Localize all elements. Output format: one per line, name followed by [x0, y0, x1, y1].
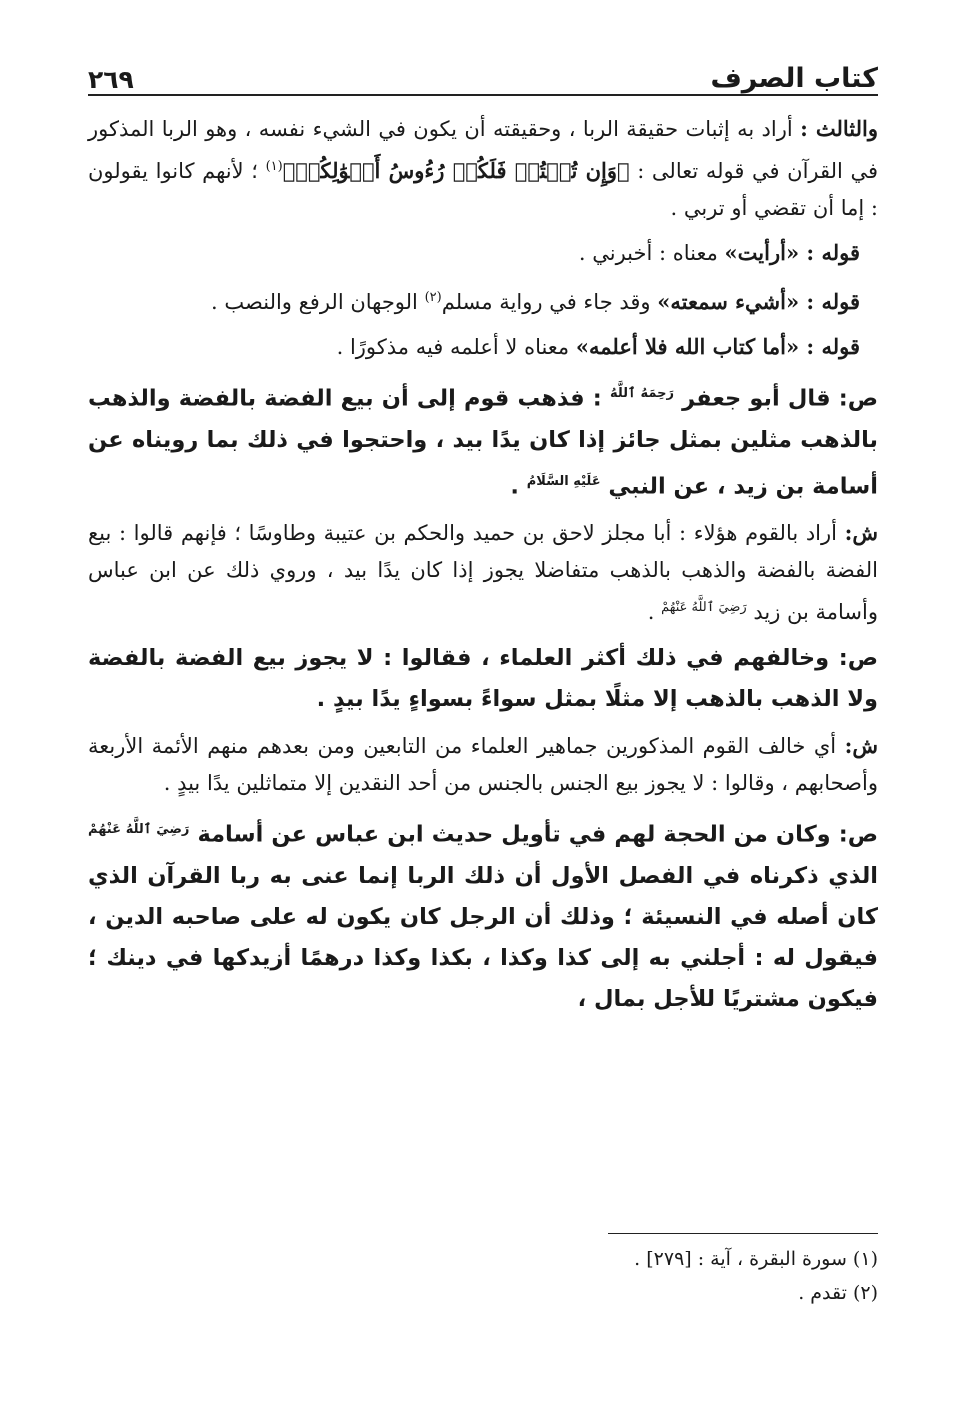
- paragraph-text: : فذهب قوم إلى أن بيع الفضة بالفضة والذهب بالذهب مثلين بمثل جائز إذا كان يدًا بيد ، واحتجوا في ذلك بما رويناه عن أسامة بن زيد ، عن النبي: [88, 385, 878, 499]
- book-page: [88, 50, 878, 1027]
- paragraph-text: أي خالف القوم المذكورين جماهير العلماء من التابعين ومن بعدهم منهم الأئمة الأربعة وأصحابهم ، وقالوا : لا يجوز بيع الجنس بالجنس من أحد النقدين إلا متماثلين يدًا بيدٍ .: [88, 734, 878, 795]
- paragraph-sad-hujja: [88, 809, 878, 1020]
- footnote-ref: (٢): [424, 290, 442, 305]
- footnote-1: (١) سورة البقرة ، آية : [٢٧٩] .: [634, 1248, 878, 1270]
- paragraph-text: أراد بالقوم هؤلاء : أبا مجلز لاحق بن حميد والحكم بن عتيبة وطاوسًا ؛ فإنهم قالوا : بيع الفضة بالفضة والذهب بالذهب متفاضلا يجوز إذا كان يدًا بيد ، وروي ذلك عن ابن عباس وأسامة بن زيد: [88, 521, 878, 624]
- page-number: ٢٦٩: [88, 65, 134, 94]
- running-header: [88, 50, 878, 96]
- footnote-divider: [608, 1233, 878, 1234]
- paragraph-lead: ش:: [844, 520, 878, 545]
- paragraph-qawluh-araayt: [88, 234, 878, 272]
- paragraph-third-point: [88, 110, 878, 227]
- paragraph-text: ؛ لأنهم كانوا يقولون : إما أن تقضي أو تربي .: [88, 159, 878, 220]
- book-title: كتاب الصرف: [710, 63, 878, 94]
- quran-verse: ﴿وَإِن تُبۡتُمۡ فَلَكُمۡ رُءُوسُ أَمۡوَٰلِكُمۡ﴾: [282, 158, 630, 183]
- paragraph-text: ص: قال أبو جعفر: [673, 385, 878, 412]
- paragraph-text: الذي ذكرناه في الفصل الأول أن ذلك الربا إنما عنى به ربا القرآن الذي كان أصله في النسيئة ؛ وذلك أن الرجل كان يكون له على صاحبه الدين ، فيقول له : أجلني به إلى كذا وكذا ، بكذا وكذا درهمًا أزيدكها في دينك ؛ فيكون مشتريًا للأجل بمال ،: [88, 862, 878, 1012]
- honorific-mark: رَضِيَ ٱللَّهُ عَنْهُمْ: [88, 822, 190, 837]
- honorific-mark: عَلَيْهِ السَّلَامُ: [526, 473, 601, 489]
- paragraph-lead: قوله : «أما كتاب الله فلا أعلمه»: [575, 334, 860, 359]
- paragraph-sad-majority: [88, 638, 878, 720]
- paragraph-lead: قوله : «أشيء سمعته»: [657, 289, 860, 314]
- honorific-mark: رَضِيَ ٱللَّهُ عَنْهُمْ: [661, 600, 747, 615]
- paragraph-shin-commentary-2: [88, 727, 878, 802]
- paragraph-lead: والثالث :: [800, 116, 878, 141]
- paragraph-text: أراد به إثبات حقيقة الربا ، وحقيقته أن يكون في الشيء نفسه ، وهو الربا المذكور في القرآن في قوله تعالى :: [88, 117, 879, 183]
- paragraph-text: الوجهان الرفع والنصب .: [211, 290, 425, 314]
- paragraph-text: وقد جاء في رواية مسلم: [441, 290, 658, 314]
- paragraph-text: .: [510, 473, 527, 499]
- footnotes: [88, 1233, 878, 1306]
- paragraph-text: .: [647, 600, 662, 624]
- paragraph-qawluh-ashay: [88, 279, 878, 321]
- page-body: [88, 110, 878, 1020]
- paragraph-lead: قوله : «أرأيت»: [724, 240, 860, 265]
- paragraph-text: ص: وخالفهم في ذلك أكثر العلماء ، فقالوا : لا يجوز بيع الفضة بالفضة ولا الذهب بالذهب إلا مثلًا بمثل سواءً بسواءٍ يدًا بيدٍ .: [88, 645, 878, 712]
- honorific-mark: رَحِمَهُ ٱللَّهُ: [609, 386, 674, 401]
- footnote-2: (٢) تقدم .: [798, 1282, 878, 1304]
- paragraph-shin-commentary-1: [88, 514, 878, 631]
- paragraph-sad-abu-jafar: [88, 373, 878, 507]
- paragraph-text: معناه لا أعلمه فيه مذكورًا .: [336, 335, 576, 359]
- paragraph-lead: ش:: [844, 733, 878, 758]
- paragraph-qawluh-kitab: [88, 328, 878, 366]
- footnote-ref: (١): [265, 159, 283, 174]
- paragraph-text: معناه : أخبرني .: [578, 241, 725, 265]
- paragraph-text: ص: وكان من الحجة لهم في تأويل حديث ابن عباس عن أسامة: [189, 821, 878, 848]
